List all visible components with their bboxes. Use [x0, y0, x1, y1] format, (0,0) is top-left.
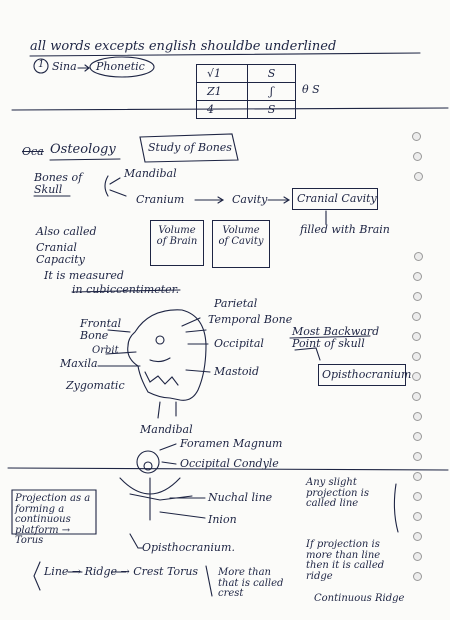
mandibal-bottom-label: Mandibal — [140, 423, 193, 436]
also-called: Also called — [36, 225, 97, 238]
table-cell: ʃ — [270, 85, 273, 98]
aside-symbol: θ S — [302, 83, 320, 96]
rule-note: all words excepts english shouldbe underlined — [30, 39, 337, 54]
sequence-note: Line → Ridge → Crest Torus — [44, 565, 199, 578]
item-number: 1 — [38, 59, 45, 70]
cavity-label: Cavity — [232, 193, 268, 206]
table-cell: 4 — [197, 101, 248, 118]
occipital-label: Occipital — [214, 337, 264, 350]
cranial-capacity: Cranial Capacity — [36, 241, 85, 266]
maxila-label: Maxila — [60, 357, 98, 370]
table-cell: Z1 — [197, 83, 248, 100]
continuous-ridge-note: Continuous Ridge — [314, 593, 405, 604]
table-cell: S — [267, 103, 276, 116]
projection-note: Projection as a forming a continuous platform → Torus — [15, 493, 91, 546]
more-than-that-note: More than that is called crest — [218, 567, 284, 599]
filled-with-brain: filled with Brain — [300, 223, 390, 236]
nuchal-label: Nuchal line — [208, 491, 273, 504]
mastoid-label: Mastoid — [214, 365, 260, 378]
more-than-line-note: If projection is more than line then it is called ridge — [306, 539, 385, 582]
bones-of-skull: Bones of Skull — [34, 171, 83, 196]
table-cell: S — [267, 67, 276, 80]
slight-projection-note: Any slight projection is called line — [306, 477, 370, 509]
frontal-label: Frontal Bone — [80, 317, 122, 342]
parietal-label: Parietal — [214, 297, 258, 310]
condyle-label: Occipital Condyle — [180, 457, 279, 470]
cranium-label: Cranium — [136, 193, 185, 206]
table-cell: √1 — [197, 65, 248, 82]
opisthocranium-label: Opisthocranium — [322, 368, 412, 381]
mandibal-label: Mandibal — [124, 167, 177, 180]
most-backward-label: Most Backward Point of skull — [292, 325, 380, 350]
definition: Study of Bones — [148, 141, 232, 154]
cubic-cm-text: in cubiccentimeter. — [72, 283, 180, 296]
opisthocranium-bottom: Opisthocranium. — [142, 541, 235, 554]
volume-of-brain: Volume of Brain — [156, 225, 198, 247]
inion-label: Inion — [208, 513, 237, 526]
sina-word: Sina — [52, 60, 77, 73]
section-title: Osteology — [50, 142, 116, 157]
temporal-label: Temporal Bone — [208, 313, 293, 326]
measured-text: It is measured — [44, 269, 124, 282]
volume-of-cavity: Volume of Cavity — [218, 225, 264, 247]
phonetic-word: Phonetic — [96, 60, 145, 73]
orbit-label: Orbit — [92, 345, 119, 356]
zygomatic-label: Zygomatic — [66, 379, 125, 392]
struck-text: Oca — [22, 145, 44, 158]
foramen-label: Foramen Magnum — [180, 437, 283, 450]
phonetic-table — [196, 64, 296, 119]
cranial-cavity-label: Cranial Cavity — [297, 192, 377, 205]
